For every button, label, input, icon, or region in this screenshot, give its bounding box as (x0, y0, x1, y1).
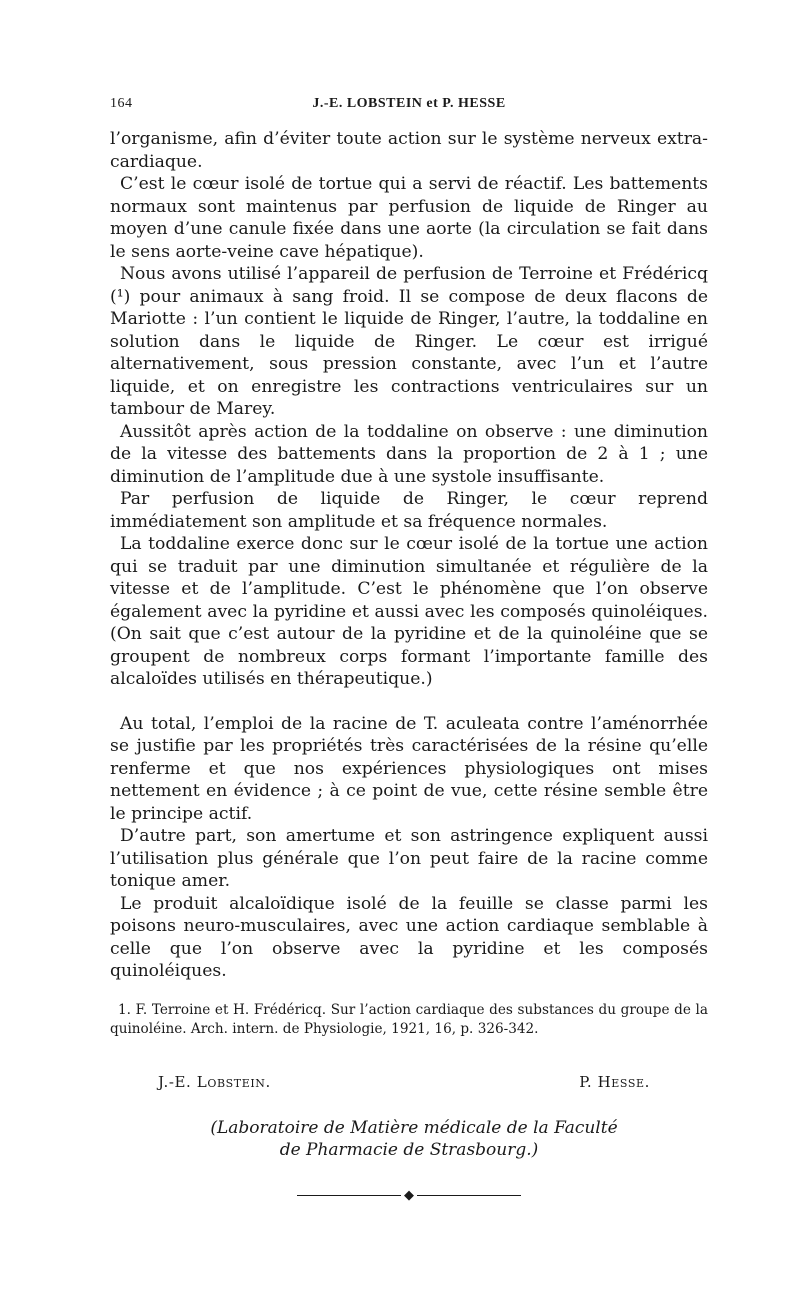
affiliation-line-1: (Laboratoire de Matière médicale de la Faculté (210, 1117, 618, 1138)
author-signature-lobstein: J.-E. Lobstein. (158, 1072, 271, 1091)
affiliation (110, 1117, 708, 1161)
affiliation-line-2: de Pharmacie de Strasbourg.) (279, 1139, 539, 1160)
paragraph-9: Le produit alcaloïdique isolé de la feuille se classe parmi les poisons neuro-musculaires, avec une action cardiaque semblable à celle que l’on observe avec la pyridine et les composés quinoléiques. (110, 893, 708, 981)
paragraph-6: La toddaline exerce donc sur le cœur isolé de la tortue une action qui se traduit par une diminution simultanée et régulière de la vitesse et de l’amplitude. C’est le phénomène que l’on observe également avec la pyridine et aussi avec les composés quinoléiques. (On sait que c’est autour de la pyridine et de la quinoléine que se groupent de nombreux corps formant l’importante famille des alcaloïdes utilisés en thérapeutique.) (110, 534, 708, 689)
paragraph-4: Aussitôt après action de la toddaline on observe : une diminution de la vitesse des battements dans la proportion de 2 à 1 ; une diminution de l’amplitude due à une systole insuffisante. (110, 421, 708, 487)
signatures (110, 1073, 708, 1097)
paragraph-8: D’autre part, son amertume et son astringence expliquent aussi l’utilisation plus générale que l’on peut faire de la racine comme tonique amer. (110, 826, 708, 891)
paragraph-gap (110, 691, 708, 713)
footnote: 1. F. Terroine et H. Frédéricq. Sur l’action cardiaque des substances du groupe de la quinoléine. Arch. intern. de Physiologie, 1921, 16, p. 326-342. (110, 1001, 708, 1037)
running-head (110, 96, 708, 118)
end-ornament (297, 1189, 521, 1203)
running-title: J.-E. LOBSTEIN et P. HESSE (312, 96, 506, 111)
paragraph-2: C’est le cœur isolé de tortue qui a servi de réactif. Les battements normaux sont maintenus par perfusion de liquide de Ringer au moyen d’une canule fixée dans une aorte (la circulation se fait dans le sens aorte-veine cave hépatique). (110, 174, 708, 262)
ornament-rule-left (297, 1195, 401, 1197)
diamond-icon: ◆ (404, 1187, 414, 1203)
paragraph-7: Au total, l’emploi de la racine de T. aculeata contre l’aménorrhée se justifie par les propriétés très caractérisées de la résine qu’elle renferme et que nos expériences physiologiques ont mises nettement en évidence ; à ce point de vue, cette résine semble être le principe actif. (110, 713, 708, 824)
paragraph-1: l’organisme, afin d’éviter toute action sur le système nerveux extra-cardiaque. (110, 129, 708, 172)
paragraph-5: Par perfusion de liquide de Ringer, le cœur reprend immédiatement son amplitude et sa fréquence normales. (110, 489, 708, 532)
article-body (110, 128, 708, 983)
author-signature-hesse: P. Hesse. (579, 1072, 650, 1091)
ornament-rule-right (417, 1195, 521, 1197)
page (110, 96, 708, 1203)
page-number: 164 (110, 96, 133, 111)
paragraph-3: Nous avons utilisé l’appareil de perfusion de Terroine et Frédéricq (¹) pour animaux à sang froid. Il se compose de deux flacons de Mariotte : l’un contient le liquide de Ringer, l’autre, la toddaline en solution dans le liquide de Ringer. Le cœur est irrigué alternativement, sous pression constante, avec l’un et l’autre liquide, et on enregistre les contractions ventriculaires sur un tambour de Marey. (110, 264, 708, 419)
